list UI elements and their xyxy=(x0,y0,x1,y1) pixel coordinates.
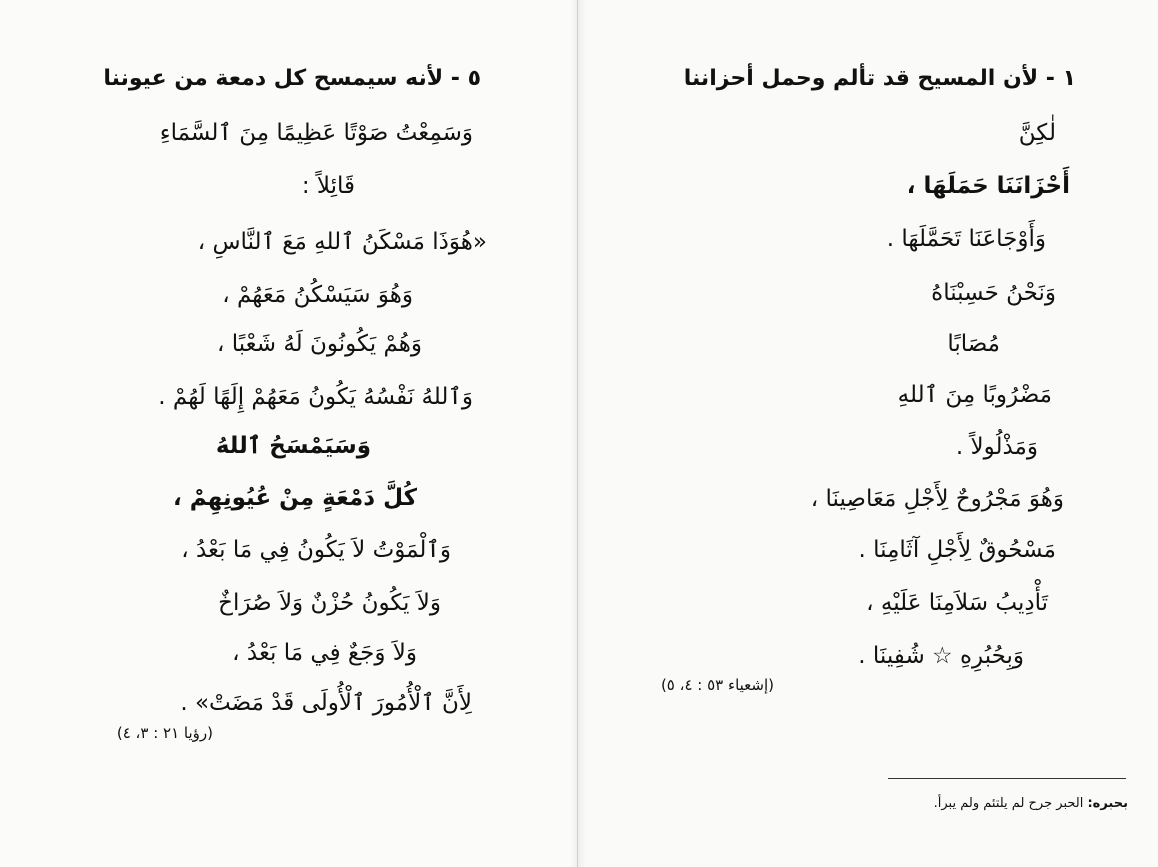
right-page xyxy=(578,0,1158,867)
verse-line: وَٱلْمَوْتُ لاَ يَكُونُ فِي مَا بَعْدُ ، xyxy=(181,537,451,563)
scripture-reference: (إشعياء ٥٣ : ٤، ٥) xyxy=(660,676,774,694)
verse-line: قَائِلاً : xyxy=(301,173,355,199)
verse-line: وَسَمِعْتُ صَوْتًا عَظِيمًا مِنَ ٱلسَّمَاءِ xyxy=(159,120,473,146)
verse-line: مَضْرُوبًا مِنَ ٱللهِ xyxy=(897,382,1052,408)
verse-line: وَسَيَمْسَحُ ٱللهُ xyxy=(215,433,371,459)
scripture-reference: (رؤيا ٢١ : ٣، ٤) xyxy=(116,724,213,742)
verse-line: مَسْحُوقٌ لِأَجْلِ آثَامِنَا . xyxy=(858,537,1056,563)
verse-line: وَأَوْجَاعَنَا تَحَمَّلَهَا . xyxy=(886,226,1046,252)
footnote-term: بحبره: xyxy=(1087,796,1128,811)
verse-line: وَهُمْ يَكُونُونَ لَهُ شَعْبًا ، xyxy=(216,331,422,357)
verse-line: وَبِحُبُرِهِ ☆ شُفِينَا . xyxy=(858,643,1024,669)
left-page-heading: ٥ - لأنه سيمسح كل دمعة من عيوننا xyxy=(103,66,481,91)
verse-line: لِأَنَّ ٱلْأُمُورَ ٱلْأُولَى قَدْ مَضَتْ» . xyxy=(180,690,472,716)
right-page-heading: ١ - لأن المسيح قد تألم وحمل أحزاننا xyxy=(683,66,1076,91)
verse-line: «هُوَذَا مَسْكَنُ ٱللهِ مَعَ ٱلنَّاسِ ، xyxy=(197,229,487,255)
verse-line: وَنَحْنُ حَسِبْنَاهُ xyxy=(931,280,1056,306)
verse-line: مُصَابًا xyxy=(947,331,1000,357)
verse-line: وَمَذْلُولاً . xyxy=(955,434,1038,460)
left-page xyxy=(0,0,578,867)
footnote-divider xyxy=(888,778,1126,779)
verse-line: وَهُوَ مَجْرُوحٌ لِأَجْلِ مَعَاصِينَا ، xyxy=(810,486,1064,512)
verse-line: تَأْدِيبُ سَلاَمِنَا عَلَيْهِ ، xyxy=(866,590,1048,616)
verse-line: وَٱللهُ نَفْسُهُ يَكُونُ مَعَهُمْ إِلَهًا لَهُمْ . xyxy=(158,384,473,410)
verse-line: وَلاَ يَكُونُ حُزْنٌ وَلاَ صُرَاخٌ xyxy=(218,590,441,616)
footnote-text: الحبر جرح لم يلتئم ولم يبرأ. xyxy=(933,796,1084,811)
verse-line: لٰكِنَّ xyxy=(1018,120,1056,146)
verse-line: أَحْزَانَنَا حَمَلَهَا ، xyxy=(906,173,1070,199)
verse-line: وَهُوَ سَيَسْكُنُ مَعَهُمْ ، xyxy=(222,282,413,308)
book-gutter xyxy=(570,0,586,867)
verse-line: كُلَّ دَمْعَةٍ مِنْ عُيُونِهِمْ ، xyxy=(173,485,417,511)
verse-line: وَلاَ وَجَعٌ فِي مَا بَعْدُ ، xyxy=(232,640,417,666)
footnote xyxy=(934,796,1128,811)
